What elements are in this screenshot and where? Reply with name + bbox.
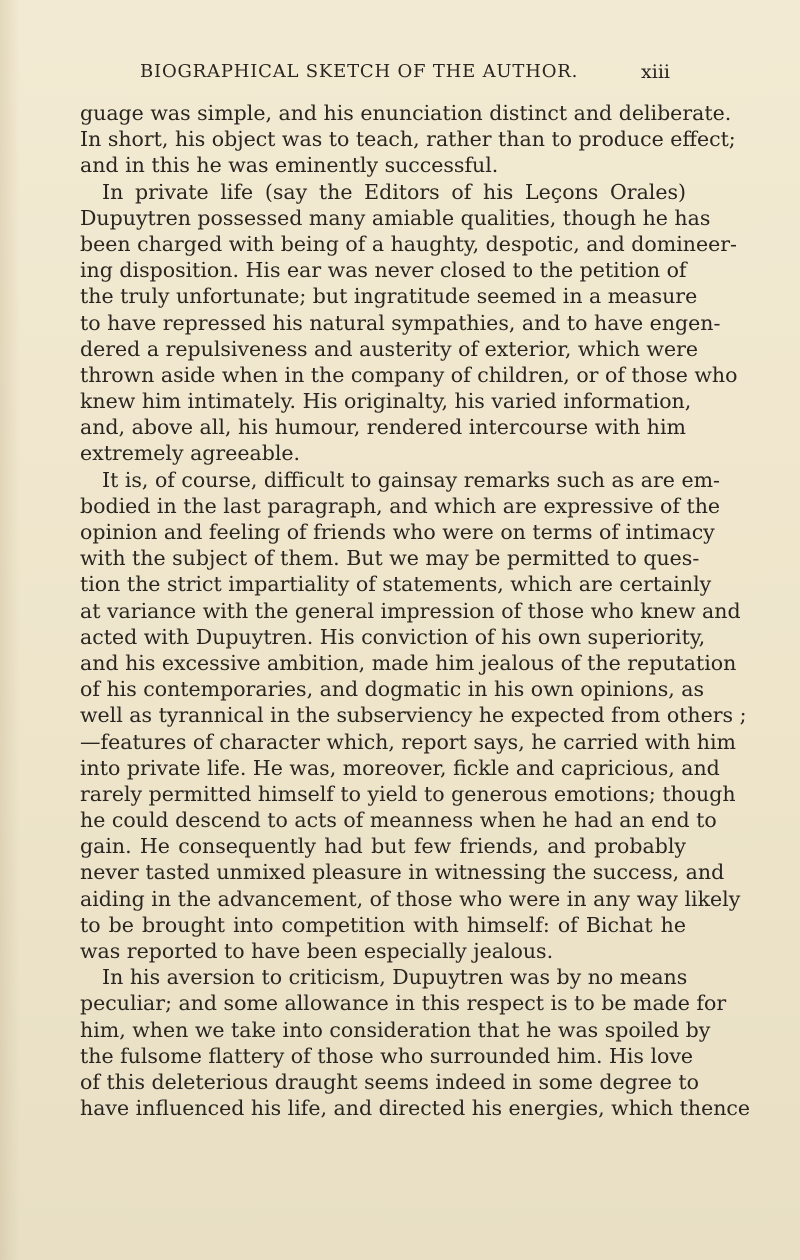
text-line: to be brought into competition with himself: of Bichat he bbox=[80, 912, 686, 937]
text-line: It is, of course, difficult to gainsay remarks such as are em- bbox=[102, 467, 720, 492]
text-line: opinion and feeling of friends who were on terms of intimacy bbox=[80, 520, 715, 544]
text-line: was reported to have been especially jealous. bbox=[80, 939, 554, 963]
text-line: extremely agreeable. bbox=[80, 441, 301, 466]
text-line: the truly unfortunate; but ingratitude seemed in a measure bbox=[80, 284, 698, 309]
text-line: ing disposition. His ear was never closed to the petition of bbox=[80, 258, 687, 283]
text-line: Dupuytren possessed many amiable qualities, though he has bbox=[80, 205, 711, 230]
text-line: In private life (say the Editors of his Leçons Orales) bbox=[102, 179, 686, 204]
running-title: BIOGRAPHICAL SKETCH OF THE AUTHOR. bbox=[140, 61, 579, 82]
text-line: thrown aside when in the company of children, or of those who bbox=[80, 362, 738, 387]
text-line: been charged with being of a haughty, despotic, and domineer- bbox=[80, 231, 737, 256]
text-line: him, when we take into consideration that he was spoiled by bbox=[80, 1017, 711, 1042]
text-line: guage was simple, and his enunciation distinct and deliberate. bbox=[80, 101, 732, 125]
text-line: acted with Dupuytren. His conviction of his own superiority, bbox=[80, 624, 706, 649]
text-line: at variance with the general impression of those who knew and bbox=[80, 598, 741, 623]
text-line: and, above all, his humour, rendered intercourse with him bbox=[80, 415, 686, 440]
text-line: never tasted unmixed pleasure in witnessing the success, and bbox=[80, 860, 725, 885]
text-line: and his excessive ambition, made him jealous of the reputation bbox=[80, 650, 737, 675]
text-line: rarely permitted himself to yield to generous emotions; though bbox=[80, 781, 736, 806]
text-line: tion the strict impartiality of statements, which are certainly bbox=[80, 572, 712, 597]
text-line: —features of character which, report says, he carried with him bbox=[80, 729, 736, 754]
text-line: well as tyrannical in the subserviency he expected from others ; bbox=[80, 703, 747, 728]
text-line: and in this he was eminently successful. bbox=[80, 153, 499, 178]
text-line: with the subject of them. But we may be permitted to ques- bbox=[80, 546, 700, 571]
text-line: aiding in the advancement, of those who were in any way likely bbox=[80, 886, 741, 911]
text-line: to have repressed his natural sympathies, and to have engen- bbox=[80, 310, 721, 335]
text-line: In short, his object was to teach, rather than to produce effect; bbox=[80, 127, 736, 152]
text-line: of his contemporaries, and dogmatic in his own opinions, as bbox=[80, 677, 705, 702]
text-line: gain. He consequently had but few friends, and probably bbox=[80, 834, 686, 859]
text-line: bodied in the last paragraph, and which are expressive of the bbox=[80, 493, 721, 518]
text-line: the fulsome flattery of those who surrounded him. His love bbox=[80, 1043, 694, 1068]
running-header bbox=[140, 60, 670, 84]
text-line: he could descend to acts of meanness when he had an end to bbox=[80, 808, 717, 833]
body-text bbox=[80, 100, 751, 1121]
page-number: xiii bbox=[641, 61, 670, 83]
text-line: of this deleterious draught seems indeed in some degree to bbox=[80, 1069, 699, 1094]
text-line: In his aversion to criticism, Dupuytren was by no means bbox=[102, 965, 688, 990]
text-line: dered a repulsiveness and austerity of exterior, which were bbox=[80, 336, 699, 361]
text-line: have influenced his life, and directed his energies, which thence bbox=[80, 1096, 751, 1121]
text-line: into private life. He was, moreover, fickle and capricious, and bbox=[80, 755, 720, 780]
text-line: knew him intimately. His originalty, his varied information, bbox=[80, 389, 692, 414]
text-line: peculiar; and some allowance in this respect is to be made for bbox=[80, 991, 727, 1016]
